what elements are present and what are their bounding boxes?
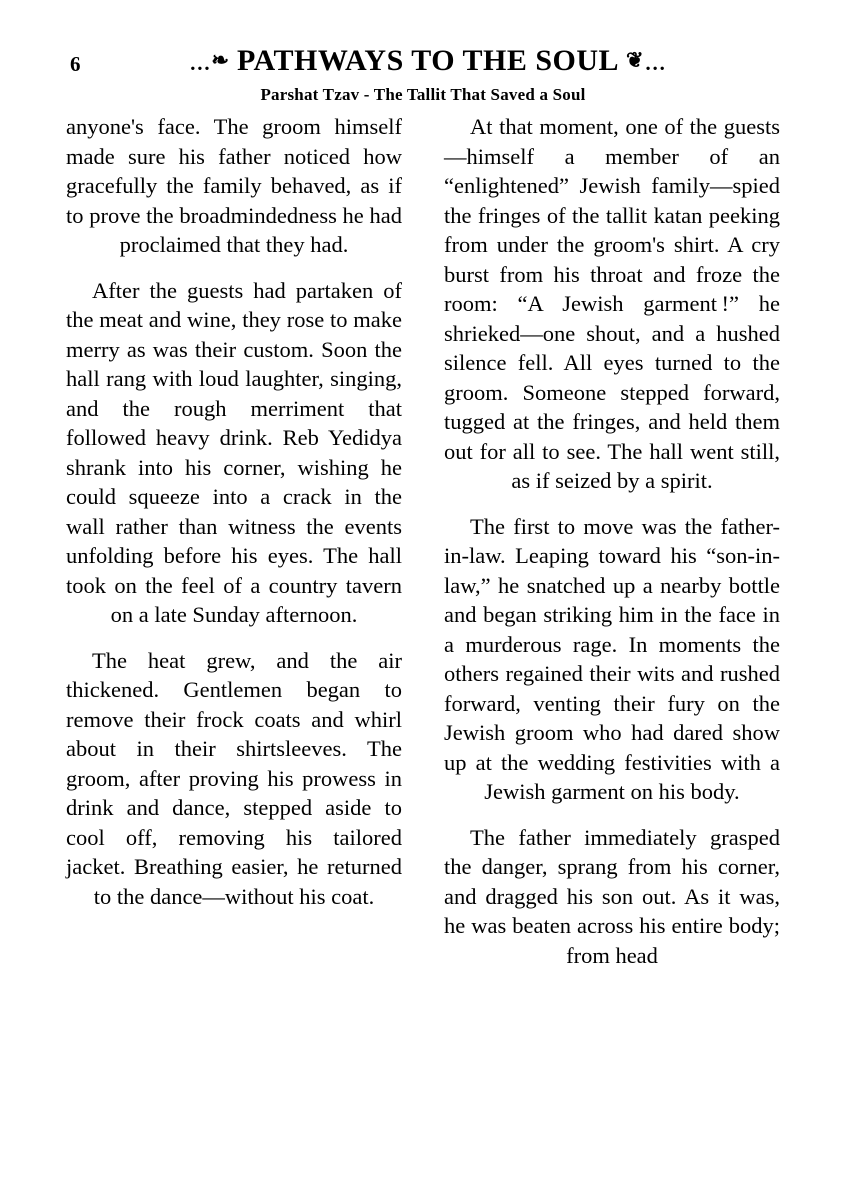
header-dots-right: …	[644, 51, 667, 75]
column-right	[444, 112, 780, 970]
flourish-right-icon: ❦	[626, 48, 645, 72]
page-number: 6	[70, 52, 81, 76]
chapter-subtitle: Parshat Tzav - The Tallit That Saved a Soul	[260, 85, 586, 104]
book-title: PATHWAYS TO THE SOUL	[236, 44, 620, 77]
flourish-left-icon: ❧	[211, 48, 230, 72]
paragraph: At that moment, one of the guests—himself a member of an “enlightened” Jewish family—spied the fringes of the tallit katan peeking from under the groom's shirt. A cry burst from his throat and froze the room: “A Jewish garment !” he shrieked—one shout, and a hushed silence fell. All eyes turned to the groom. Someone stepped forward, tugged at the fringes, and held them out for all to see. The hall went still, as if seized by a spirit.	[444, 114, 780, 493]
header-dots-left: …	[189, 51, 212, 75]
paragraph: anyone's face. The groom himself made sure his father noticed how gracefully the family behaved, as if to prove the broadmindedness he had proclaimed that they had.	[66, 114, 402, 257]
page-header	[66, 44, 780, 104]
column-left	[66, 112, 402, 970]
paragraph: The heat grew, and the air thickened. Gentlemen began to remove their frock coats and whirl about in their shirtsleeves. The groom, after proving his prowess in drink and dance, stepped aside to cool off, removing his tailored jacket. Breathing easier, he returned to the dance—without his coat.	[66, 647, 402, 909]
paragraph: After the guests had partaken of the meat and wine, they rose to make merry as was their custom. Soon the hall rang with loud laughter, singing, and the rough merriment that followed heavy drink. Reb Yedidya shrank into his corner, wishing he could squeeze into a crack in the wall rather than witness the events unfolding before his eyes. The hall took on the feel of a country tavern on a late Sunday afternoon.	[66, 277, 402, 627]
paragraph: The father immediately grasped the danger, sprang from his corner, and dragged his son out. As it was, he was beaten across his entire body; from head	[444, 824, 780, 968]
running-head	[66, 44, 780, 77]
body-columns	[66, 112, 780, 970]
paragraph: The first to move was the father-in-law. Leaping toward his “son-in-law,” he snatched up a nearby bottle and began striking him in the face in a murderous rage. In moments the others regained their wits and rushed forward, venting their fury on the Jewish groom who had dared show up at the wedding festivities with a Jewish garment on his body.	[444, 513, 780, 804]
